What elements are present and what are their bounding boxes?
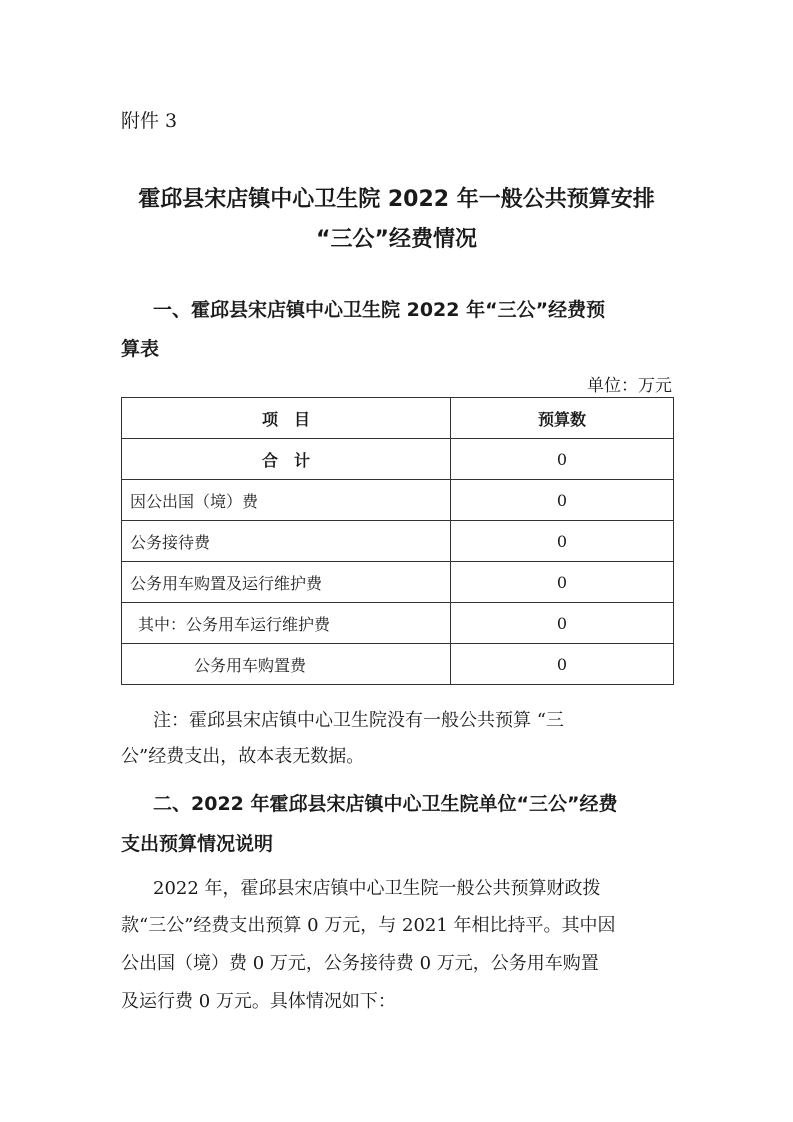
note-line-2: 公”经费支出，故本表无数据。 xyxy=(121,746,365,767)
document-title-line-1: 霍邱县宋店镇中心卫生院 2022 年一般公共预算安排 xyxy=(138,187,655,212)
section-1-heading-line-1: 一、霍邱县宋店镇中心卫生院 2022 年“三公”经费预 xyxy=(153,299,606,321)
row-value: 0 xyxy=(451,480,674,521)
row-value: 0 xyxy=(451,562,674,603)
row-value: 0 xyxy=(451,439,674,480)
section-2-heading-line-1: 二、2022 年霍邱县宋店镇中心卫生院单位“三公”经费 xyxy=(153,793,618,815)
row-value: 0 xyxy=(451,521,674,562)
table-row xyxy=(122,644,674,685)
row-value: 0 xyxy=(451,603,674,644)
paragraph-line-2: 款“三公”经费支出预算 0 万元，与 2021 年相比持平。其中因 xyxy=(121,915,616,936)
table-row xyxy=(122,521,674,562)
attachment-label: 附件 3 xyxy=(121,110,178,132)
row-label: 公务用车购置费 xyxy=(122,644,451,685)
row-label: 其中：公务用车运行维护费 xyxy=(122,603,451,644)
budget-table xyxy=(121,397,674,685)
section-2-heading-line-2: 支出预算情况说明 xyxy=(121,833,274,855)
table-row xyxy=(122,480,674,521)
paragraph-line-3: 公出国（境）费 0 万元，公务接待费 0 万元，公务用车购置 xyxy=(121,953,599,974)
unit-label: 单位：万元 xyxy=(587,376,672,396)
section-1-heading-line-2: 算表 xyxy=(121,338,160,360)
row-value: 0 xyxy=(451,644,674,685)
row-label: 公务用车购置及运行维护费 xyxy=(122,562,451,603)
row-label: 因公出国（境）费 xyxy=(122,480,451,521)
note-line-1: 注：霍邱县宋店镇中心卫生院没有一般公共预算 “三 xyxy=(153,710,564,731)
table-row xyxy=(122,603,674,644)
table-row xyxy=(122,562,674,603)
row-label-total: 合 计 xyxy=(122,439,451,480)
header-item: 项 目 xyxy=(122,398,451,439)
paragraph-line-4: 及运行费 0 万元。具体情况如下： xyxy=(121,991,396,1012)
paragraph-line-1: 2022 年，霍邱县宋店镇中心卫生院一般公共预算财政拨 xyxy=(153,878,601,899)
table-row xyxy=(122,439,674,480)
header-amount: 预算数 xyxy=(451,398,674,439)
row-label: 公务接待费 xyxy=(122,521,451,562)
document-title-line-2: “三公”经费情况 xyxy=(316,227,477,252)
table-header-row xyxy=(122,398,674,439)
